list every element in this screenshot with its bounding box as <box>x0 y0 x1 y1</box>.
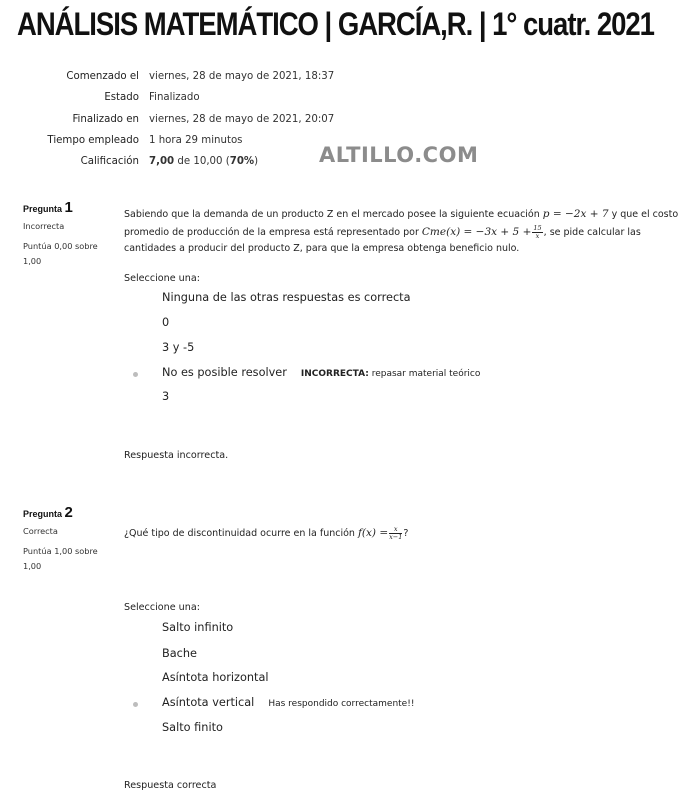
grade-score: 7,00 <box>149 156 175 168</box>
summary-label: Finalizado en <box>72 113 139 125</box>
question-feedback: Respuesta incorrecta. <box>124 450 229 461</box>
question-text-part: Sabiendo que la demanda de un producto Z en el mercado posee la siguiente ecuación <box>124 209 540 220</box>
answer-option[interactable]: 3 y -5 <box>162 341 195 354</box>
question-state: Correcta <box>23 526 58 536</box>
summary-label: Estado <box>104 92 139 104</box>
question-feedback: Respuesta correcta <box>124 780 217 791</box>
summary-value: 1 hora 29 minutos <box>149 134 243 146</box>
answer-option[interactable]: 3 <box>162 390 170 403</box>
question-text-part: ? <box>403 528 409 539</box>
math-fraction: $\frac{x}{x-1}$ <box>389 525 403 541</box>
option-feedback: INCORRECTA: repasar material teórico <box>300 369 481 379</box>
question-grade: Puntúa 1,00 sobre 1,00 <box>23 546 98 571</box>
math-expression: p = −2x + 7 <box>542 208 609 220</box>
answer-option[interactable]: 0 <box>162 316 170 329</box>
summary-row-finished <box>0 114 400 135</box>
select-prompt: Seleccione una: <box>124 273 200 284</box>
answer-option[interactable]: Salto infinito <box>162 621 234 634</box>
answer-option[interactable]: Bache <box>162 647 197 660</box>
summary-value: viernes, 28 de mayo de 2021, 18:37 <box>149 71 335 82</box>
summary-row-state <box>0 92 400 113</box>
summary-label: Calificación <box>80 156 139 168</box>
question-text-part: ¿Qué tipo de discontinuidad ocurre en la función <box>124 528 355 539</box>
answer-option[interactable]: Ninguna de las otras respuestas es correcta <box>162 291 411 304</box>
math-fraction: $\frac{15}{x}$ <box>533 223 542 240</box>
question-text-part: , se pide calcular las cantidades a producir del producto Z, para que la empresa obtenga beneficio nulo. <box>124 226 641 255</box>
grade-percent: 70% <box>229 156 255 168</box>
question-number: Pregunta 2 <box>23 504 73 521</box>
summary-label: Tiempo empleado <box>47 134 139 146</box>
math-expression: Cme(x) = −3x + 5 + <box>421 225 532 238</box>
question-grade: Puntúa 0,00 sobre 1,00 <box>23 241 98 266</box>
answer-option[interactable]: Salto finito <box>162 721 223 734</box>
question-info-2 <box>23 505 103 574</box>
option-feedback: Has respondido correctamente!! <box>268 699 415 709</box>
selected-radio-dot[interactable] <box>133 702 138 707</box>
question-text-2 <box>124 525 684 543</box>
question-text-part: y que el costo promedio de producción de la empresa está representado por <box>124 209 679 238</box>
page-title: ANÁLISIS MATEMÁTICO | GARCÍA,R. | 1° cuatr. 2021 <box>17 6 654 42</box>
question-number: Pregunta 1 <box>23 199 73 216</box>
question-state: Incorrecta <box>23 221 65 231</box>
grade-total: de 10,00 ( <box>174 156 230 168</box>
question-info-1 <box>23 200 103 269</box>
answer-option-selected[interactable]: Asíntota vertical Has respondido correctamente!! <box>162 696 415 709</box>
summary-value: Finalizado <box>149 92 200 104</box>
question-text-1 <box>124 206 684 258</box>
watermark-logo: ALTILLO.COM <box>319 143 479 167</box>
answer-option[interactable]: Asíntota horizontal <box>162 671 269 684</box>
answer-option-selected[interactable]: No es posible resolver INCORRECTA: repasar material teórico <box>162 366 481 379</box>
selected-radio-dot[interactable] <box>133 372 138 377</box>
select-prompt: Seleccione una: <box>124 602 200 613</box>
summary-label: Comenzado el <box>66 71 139 82</box>
grade-close: ) <box>254 156 259 168</box>
math-expression: f(x) = <box>358 527 389 539</box>
summary-value-grade <box>149 156 258 167</box>
summary-value: viernes, 28 de mayo de 2021, 20:07 <box>149 113 335 125</box>
summary-row-started <box>0 71 400 92</box>
